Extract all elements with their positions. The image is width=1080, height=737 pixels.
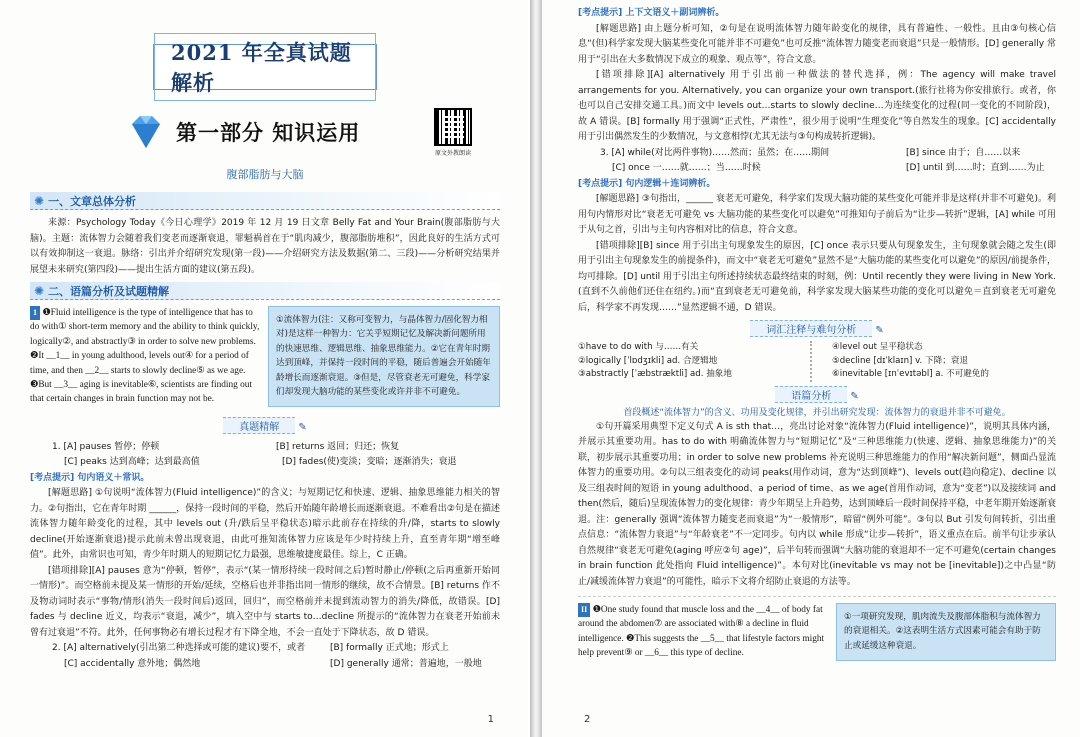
article-subtitle: 腹部脂肪与大脑 bbox=[226, 168, 304, 181]
q3-options-row-1 bbox=[578, 146, 1056, 162]
page-number: 1 bbox=[487, 714, 494, 725]
discourse-lead: 首段概述“流体智力”的含义、功用及变化规律，并引出研究发现：流体智力的衰退并非不可避免。 bbox=[623, 407, 1011, 418]
q2-option-b: [B] formally 正式地；形式上 bbox=[330, 643, 449, 654]
band-label: 真题精解 bbox=[223, 417, 295, 434]
paragraph-number: II bbox=[578, 603, 590, 617]
q3-option-a: 3. [A] while(对比两件事物)……然而；虽然；在……期间 bbox=[600, 147, 830, 158]
vocab-item: ⑥inevitable [ɪnˈevɪtəbl] a. 不可避免的 bbox=[832, 369, 989, 379]
vocab-item: ⑤decline [dɪˈklaɪn] v. 下降；衰退 bbox=[832, 355, 968, 366]
q2-tag: [考点提示] 上下文语义＋副词辨析。 bbox=[578, 8, 725, 18]
q3-option-c: [C] once 一……就……；当……时候 bbox=[612, 163, 761, 173]
qr-caption: 原文外教朗读 bbox=[434, 149, 471, 157]
q1-option-b: [B] returns 返回；归还；恢复 bbox=[276, 441, 400, 452]
section-heading-text: 一、文章总体分析 bbox=[48, 194, 137, 208]
question-2-analysis bbox=[578, 6, 1056, 316]
band-label: 语篇分析 bbox=[775, 386, 847, 403]
section-heading-text: 二、语篇分析及试题精解 bbox=[48, 284, 170, 298]
q3-tag: [考点提示] 句内逻辑＋连词辨析。 bbox=[578, 178, 716, 189]
page-number: 2 bbox=[584, 714, 591, 725]
book-gutter bbox=[530, 0, 542, 737]
q1-option-c: [C] peaks 达到高峰；达到最高值 bbox=[64, 457, 200, 468]
q2-reasoning: [解题思路] 由上题分析可知，②句是在说明流体智力随年龄变化的规律，具有普遍性、一般性。且由③句核心信息“(但)科学家发现大脑某些变化可能并非不可避免”也可反推“流体智力随变老而衰退”只是一般情形。[D] generally 常用于“引出在大多数情况下成立的观象、观点等”，符合文意。 bbox=[578, 23, 1056, 65]
q1-options-row-2 bbox=[30, 455, 500, 471]
paragraph-1-translation: ①流体智力(注：又称可变智力，与晶体智力/固化智力相对)是这样一种智力：它关乎短期记忆及解决新问题所用的快速思维、逻辑思维、抽象思维能力。②它在青年时期达到顶峰，并保持一段时间的平稳，随后普遍会开始随年龄增长而逐渐衰退。③但是，尽管衰老无可避免，科学家们却发现大脑功能的某些变化或许并非不可避免。 bbox=[268, 306, 500, 407]
q1-reasoning: [解题思路] ①句说明“流体智力(Fluid intelligence)”的含义；与短期记忆和快速、逻辑、抽象思维能力相关的智力。②句指出，它在青年时期 ______，保持一段时间的平稳，然后开始随年龄增长而逐渐衰退。不难看出②句是在描述流体智力随年龄变化的过程，其中 levels out (升/跌后呈平稳状态)暗示此前存在持续的升/降，starts to slowly decline(开始逐渐衰退)提示此前未曾出现衰退，由此可推知流体智力应该是年少时持续上升，直至青年期“增至峰值”。此外，由常识也可知，青少年时期人的短期记忆力最强，思维敏捷度最佳。综上，C 正确。 bbox=[30, 488, 500, 561]
q1-option-a: 1. [A] pauses 暂停；停顿 bbox=[52, 441, 160, 452]
book-title: 2021 年全真试题解析 bbox=[154, 33, 376, 101]
vocabulary-notes bbox=[578, 341, 1056, 382]
section-heading-overview bbox=[30, 192, 500, 210]
pen-icon: ✎ bbox=[298, 421, 307, 433]
part-header bbox=[30, 104, 500, 160]
paragraph-2-english bbox=[578, 603, 828, 661]
q2-option-d: [D] generally 通常；普遍地，一般地 bbox=[330, 658, 482, 669]
pen-icon: ✎ bbox=[875, 325, 884, 336]
part-title: 第一部分 知识运用 bbox=[176, 121, 361, 145]
overview-paragraph: 来源：Psychology Today《今日心理学》2019 年 12 月 19 日文章 Belly Fat and Your Brain(腹部脂肪与大脑)。主题：流体智力会随着我们变老而逐渐衰退，罪魁祸首在于“肌肉减少，腹部脂肪堆积”，因此良好的生活方式可以有效抑制这一衰退。脉络：引出并介绍研究发现(第一段)——介绍研究方法及数据(第二、三段)——分析研究结果并展望未来研究(第四段)——提出生活方面的建议(第五段)。 bbox=[30, 218, 500, 275]
vocab-column-left bbox=[578, 341, 802, 382]
title-box bbox=[153, 40, 377, 95]
paragraph-1-text: ❶Fluid intelligence is the type of intelligence that has to do with① short-term memory and the ability to think quickly, logically②, and abstractly③ in order to solve new problems. ❷It __1__ in young adulthood, levels out④ for a period of time, and then __2__ starts to slowly decline⑤ as we age. ❸But __3__ aging is inevitable⑥, scientists are finding out that certain changes in brain function may not be. bbox=[30, 308, 260, 405]
pen-icon: ✎ bbox=[850, 390, 859, 402]
q1-tag: [考点提示] 句内语义＋常识。 bbox=[30, 472, 150, 483]
band-discourse bbox=[578, 386, 1056, 403]
vocab-item: ③abstractly [ˈæbstræktli] ad. 抽象地 bbox=[578, 369, 732, 379]
left-page bbox=[0, 0, 530, 737]
q3-option-b: [B] since 由于；自……以来 bbox=[906, 147, 1021, 158]
vocab-item: ①have to do with 与……有关 bbox=[578, 342, 699, 352]
paragraph-1-english bbox=[30, 306, 262, 407]
q3-elimination: [错项排除][B] since 用于引出主句现象发生的原因，[C] once 表示只要从句现象发生，主句现象就会随之发生(即用于引出主句现象发生的前提条件)，而文中“衰老无可避免”显然不是“大脑功能的某些变化可以避免”的原因/前提条件，均可排除。[D] until 用于引出主句所述持续状态最终结束的时刻，例：Until recently they were living in New York.(直到不久前他们还住在纽约。)而“直到衰老无可避免前，科学家发现大脑某些功能的变化可以避免＝直到衰老无可避免后，科学家不再发现……”显然逻辑不通，D 错误。 bbox=[578, 240, 1056, 313]
vocab-item: ④level out 呈平稳状态 bbox=[832, 342, 923, 352]
vocab-column-right bbox=[832, 341, 1056, 382]
paragraph-1 bbox=[30, 306, 500, 407]
q2-option-a: 2. [A] alternatively(引出第二种选择或可能的建议)要不，或者 bbox=[52, 643, 306, 654]
paragraph-number: 1 bbox=[30, 306, 40, 320]
q2-option-c: [C] accidentally 意外地；偶然地 bbox=[64, 658, 201, 669]
paragraph-2 bbox=[578, 596, 1056, 661]
paragraph-2-text: ❶One study found that muscle loss and the __4__ of body fat around the abdomen⑦ are associated with⑧ a decline in fluid intelligence. ❷This suggests the __5__ that lifestyle factors might help prevent⑨ or __6__ this type of decline. bbox=[578, 605, 825, 659]
q1-options-row-1 bbox=[30, 440, 500, 456]
q2-elimination: [错项排除][A] alternatively 用于引出前一种做法的替代选择，例：The agency will make travel arrangements for you. Alternatively, you can organize your own transport.(旅行社将为你安排旅行。或者，你也可以自己安排交通工具。)而文中 levels out…starts to slowly decline…为连续变化的过程(同一变化的不同阶段)，故 A 错误。[B] formally 用于强调“正式性，严肃性”，很少用于说明“生理变化”等自然发生的现象。[C] accidentally 用于引出偶然发生的少数情况，与文意相悖(尤其无法与③句构成转折逻辑)。 bbox=[578, 70, 1056, 142]
q2-options-row-1 bbox=[30, 641, 500, 657]
q1-option-d: [D] fades(使)变淡；变暗；逐渐消失；衰退 bbox=[282, 457, 457, 468]
vocab-divider bbox=[810, 341, 824, 382]
diamond-icon bbox=[124, 110, 168, 154]
lightbulb-icon: ✺ bbox=[34, 193, 45, 208]
q2-options-row-2 bbox=[30, 657, 500, 673]
q1-elimination: [错项排除][A] pauses 意为“停顿，暂停”，表示“(某一情形持续一段时间之后)暂时静止/停顿(之后再重新开始同一情形)”。而空格前未提及某一情形的开始/延续，空格后也并非指出同一情形的继续，故不合情景。[B] returns 作不及物动词时表示“事物/情形(消失一段时间后)返回，回归”，而空格前并未提到流动智力的消失/降低，故错误。[D] fades 与 decline 近义，均表示“衰退，减少”，填入空中与 starts to…decline 所提示的“流体智力在衰老开始前未曾有过衰退”不符。此外，任何事物必有增长过程才有下降全地，不会一直处于下降状态，故 D 错误。 bbox=[30, 565, 500, 638]
paragraph-2-translation: ①一项研究发现，肌肉流失及腹部体脂积与流体智力的衰退相关。②这表明生活方式因素可能会有助于防止或延缓这种衰退。 bbox=[836, 603, 1056, 661]
q3-reasoning: [解题思路] ③句指出，______ 衰老无可避免，科学家们发现大脑功能的某些变化可能并非是这样(并非不可避免)。利用句内情形对比“衰老无可避免 vs 大脑功能的某些变化可以避免”可推知句子前后为“让步—转折”逻辑，[A] while 可用于从句之首，引出与主句内容相对比的信息，符合文意。 bbox=[578, 194, 1056, 235]
vocab-item: ②logically [ˈlɒdʒɪkli] ad. 合逻辑地 bbox=[578, 355, 718, 366]
right-page bbox=[542, 0, 1080, 737]
band-vocabulary bbox=[578, 320, 1056, 337]
qr-code[interactable] bbox=[430, 108, 476, 157]
section-heading-analysis bbox=[30, 282, 500, 300]
discourse-analysis: ①句开篇采用典型下定义句式 A is sth that…，亮出讨论对象“流体智力(Fluid intelligence)”，说明其具体内涵，并展示其重要功用。has to do with 明确流体智力与“短期记忆”及“三种思维能力(快速、逻辑、抽象思维能力)”的关联，初步展示其重要功用；in order to solve new problems 补充说明三种思维能力的作用“解决新问题”，侧面凸显流体智力的重要功用。②句以三组表变化的动词 peaks(用作动词，意为“达到顶峰”)、levels out(趋向稳定)、decline 以及三组表时间的短语 in young adulthood、a period of time、as we age(首用作动词，意为“变老”)以及接续词 and then(然后，随后)呈现流体智力的变化规律：青少年期呈上升趋势，达到顶峰后一段时间保持平稳，中老年期开始逐渐衰退。注：generally 强调“流体智力随变老而衰退”为“一般情形”，暗留“例外可能”。③句以 But 引发句间转折，引出重点信息：“流体智力衰退”与“年龄衰老”不一定同步。句内以 while 形成“让步—转折”，语义重点在后。前半句让步承认自然规律“衰老无可避免(aging 呼应②句 age)”，后半句转而强调“大脑功能的衰退却不一定不可避免(certain changes in brain function 此处指向 Fluid intelligence)”。本句对比(inevitable vs may not be [inevitable])之中凸显“防止/减缓流体智力衰退”的可能性，暗示下文将介绍防止衰退的方法等。 bbox=[578, 421, 1056, 587]
qr-code-icon bbox=[434, 108, 472, 146]
lightbulb-icon: ✺ bbox=[34, 283, 45, 298]
q3-option-d: [D] until 到……时；直到……为止 bbox=[906, 163, 1045, 173]
question-1 bbox=[30, 440, 500, 673]
q3-options-row-2 bbox=[578, 161, 1056, 177]
band-label: 词汇注释与难句分析 bbox=[750, 320, 872, 337]
band-answer-analysis bbox=[30, 417, 500, 434]
